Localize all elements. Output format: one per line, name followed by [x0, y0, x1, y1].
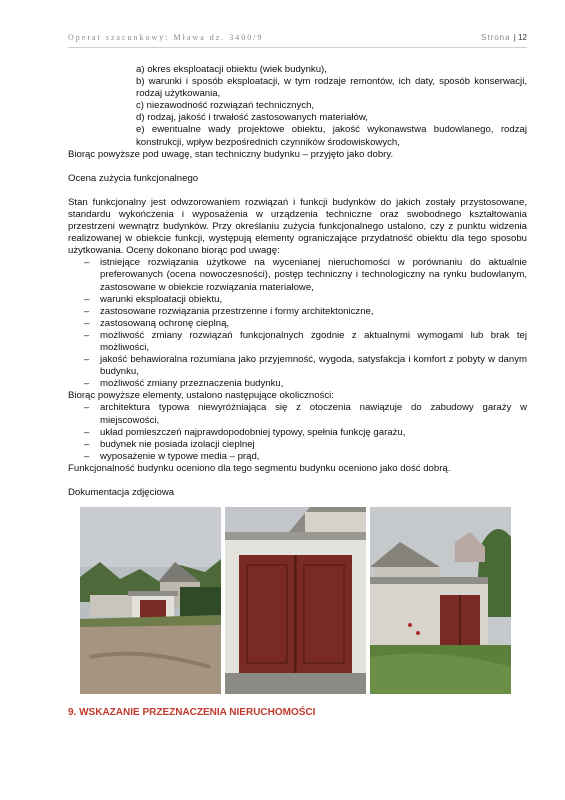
garage-side-view-photo	[370, 507, 511, 694]
list-item: – architektura typowa niewyróżniająca się z otoczenia nawiązuje do zabudowy garaży w miejscowości,	[68, 402, 527, 426]
technical-conclusion: Biorąc powyższe pod uwagę, stan techniczny budynku – przyjęto jako dobry.	[68, 148, 394, 160]
list-item: – zastosowaną ochronę cieplną,	[68, 318, 527, 330]
criteria-item: e) ewentualne wady projektowe obiektu, jakość wykonawstwa budowlanego, rodzaj konstrukcji, wpływ bezpośrednich czynników środowiskowych,	[136, 124, 527, 148]
circumstances-list	[68, 402, 527, 462]
list-item: – układ pomieszczeń najprawdopodobniej typowy, spełnia funkcję garażu,	[68, 427, 527, 439]
list-item: – istniejące rozwiązania użytkowe na wycenianej nieruchomości w porównaniu do aktualnie preferowanych (ocena nowoczesności), postęp techniczny i technologiczny na rynku budowlanym, zastosowane w obiekcie rozwiązania materiałowe,	[68, 257, 527, 293]
circumstances-intro: Biorąc powyższe elementy, ustalono następujące okoliczności:	[68, 390, 334, 402]
list-item: – wyposażenie w typowe media – prąd,	[68, 451, 527, 463]
garage-photo-distant	[80, 507, 221, 694]
photo-gallery	[80, 507, 511, 694]
criteria-item: c) niezawodność rozwiązań technicznych,	[136, 100, 315, 112]
list-item: – jakość behawioralna rozumiana jako przyjemność, wygoda, satysfakcja i komfort z pobyty w danym budynku,	[68, 354, 527, 378]
header-page-number: | 12	[513, 33, 527, 42]
functional-heading: Ocena zużycia funkcjonalnego	[68, 172, 199, 184]
criteria-item: d) rodzaj, jakość i trwałość zastosowanych materiałów,	[136, 112, 368, 124]
functional-conclusion: Funkcjonalność budynku oceniono dla tego segmentu budynku oceniono jako dość dobrą.	[68, 462, 451, 474]
header-document-title: Operat szacunkowy: Mława dz. 3400/9	[68, 33, 264, 42]
list-item: – warunki eksploatacji obiektu,	[68, 294, 527, 306]
criteria-item: a) okres eksploatacji obiektu (wiek budynku),	[136, 64, 327, 75]
section-title: 9. WSKAZANIE PRZEZNACZENIA NIERUCHOMOŚCI	[68, 707, 316, 718]
list-item: – budynek nie posiada izolacji cieplnej	[68, 439, 527, 451]
list-item: – możliwość zmiany rozwiązań funkcjonalnych zgodnie z aktualnymi wymogami lub brak tej możliwości,	[68, 330, 527, 354]
criteria-item: b) warunki i sposób eksploatacji, w tym rodzaje remontów, ich daty, sposób konserwacji, rodzaj użytkowania,	[136, 76, 527, 100]
criteria-list	[136, 64, 527, 149]
functional-intro: Stan funkcjonalny jest odwzorowaniem rozwiązań i funkcji budynków do jakich zostały przystosowane, standardu wykończenia i wyposażenia w urządzenia techniczne oraz swobodnego kształtowania przestrzeni wewnątrz budynków. Przy określaniu zużycia funkcjonalnego ustalono, czy z punktu widzenia realizowanej w obiekcie funkcji, występują elementy ograniczające przydatność obiektu dla tego sposobu użytkowania. Oceny dokonano biorąc pod uwagę:	[68, 196, 527, 257]
photo-documentation-heading: Dokumentacja zdjęciowa	[68, 487, 175, 498]
functional-factors-list	[68, 257, 527, 390]
header-page-indicator	[481, 33, 527, 42]
header-page-label: Strona	[480, 33, 511, 42]
garage-door-closeup-photo	[225, 507, 366, 694]
list-item: – zastosowane rozwiązania przestrzenne i formy architektoniczne,	[68, 306, 527, 318]
document-body	[68, 64, 527, 499]
list-item: – możliwość zmiany przeznaczenia budynku,	[68, 378, 527, 390]
page-header	[68, 33, 527, 48]
